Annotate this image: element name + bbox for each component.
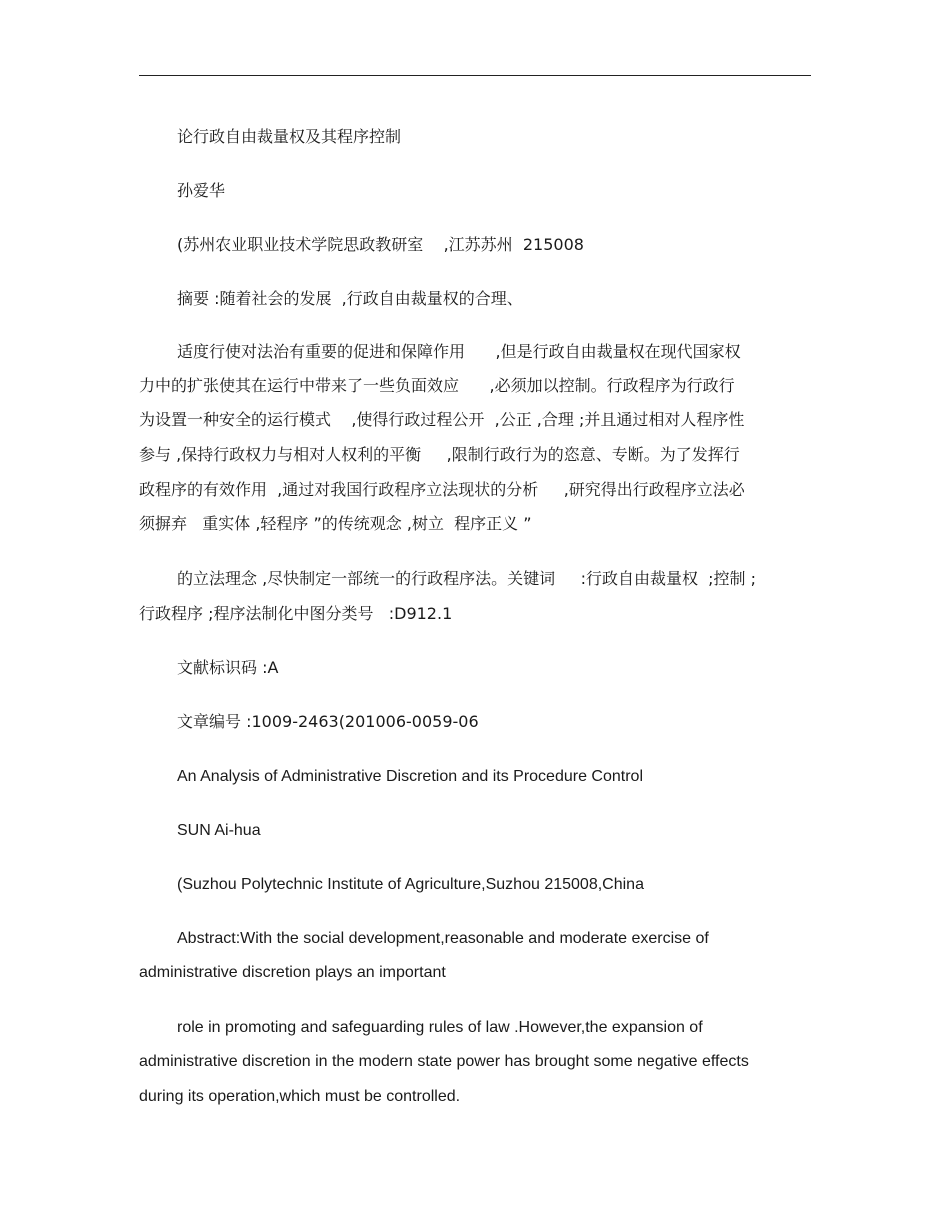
abstract-cn-line: 为设置一种安全的运行模式 ,使得行政过程公开 ,公正 ,合理 ;并且通过相对人程序性 <box>139 410 745 429</box>
title-en: An Analysis of Administrative Discretion and its Procedure Control <box>177 768 643 785</box>
abstract-cn-start: 摘要 :随着社会的发展 ,行政自由裁量权的合理、 <box>177 289 523 308</box>
abstract-en-line: Abstract:With the social development,reasonable and moderate exercise of <box>177 930 709 947</box>
abstract-en-cont-line: during its operation,which must be controlled. <box>139 1088 461 1105</box>
affiliation-cn: (苏州农业职业技术学院思政教研室 ,江苏苏州 215008 <box>177 235 584 254</box>
author-en: SUN Ai-hua <box>177 822 261 839</box>
article-number: 文章编号 :1009-2463(201006-0059-06 <box>177 712 479 731</box>
abstract-en-cont-line: administrative discretion in the modern state power has brought some negative effects <box>139 1053 749 1070</box>
abstract-cn-line: 适度行使对法治有重要的促进和保障作用 ,但是行政自由裁量权在现代国家权 <box>177 342 741 361</box>
abstract-en-cont-line: role in promoting and safeguarding rules of law .However,the expansion of <box>177 1019 703 1036</box>
abstract-cn-line: 须摒弃 重实体 ,轻程序 ”的传统观念 ,树立 程序正义 ” <box>139 514 532 533</box>
abstract-cn-line: 力中的扩张使其在运行中带来了一些负面效应 ,必须加以控制。行政程序为行政行 <box>139 376 735 395</box>
title-cn: 论行政自由裁量权及其程序控制 <box>177 127 402 146</box>
abstract-cn-end-line: 的立法理念 ,尽快制定一部统一的行政程序法。关键词 :行政自由裁量权 ;控制 ; <box>177 569 757 588</box>
abstract-cn-end-line: 行政程序 ;程序法制化中图分类号 :D912.1 <box>139 604 453 623</box>
header-rule <box>139 75 811 76</box>
abstract-cn-line: 政程序的有效作用 ,通过对我国行政程序立法现状的分析 ,研究得出行政程序立法必 <box>139 480 745 499</box>
affiliation-en: (Suzhou Polytechnic Institute of Agriculture,Suzhou 215008,China <box>177 876 644 893</box>
author-cn: 孙爱华 <box>177 181 226 200</box>
abstract-cn-line: 参与 ,保持行政权力与相对人权利的平衡 ,限制行政行为的恣意、专断。为了发挥行 <box>139 445 740 464</box>
abstract-en-line: administrative discretion plays an important <box>139 964 446 981</box>
document-code: 文献标识码 :A <box>177 658 279 677</box>
